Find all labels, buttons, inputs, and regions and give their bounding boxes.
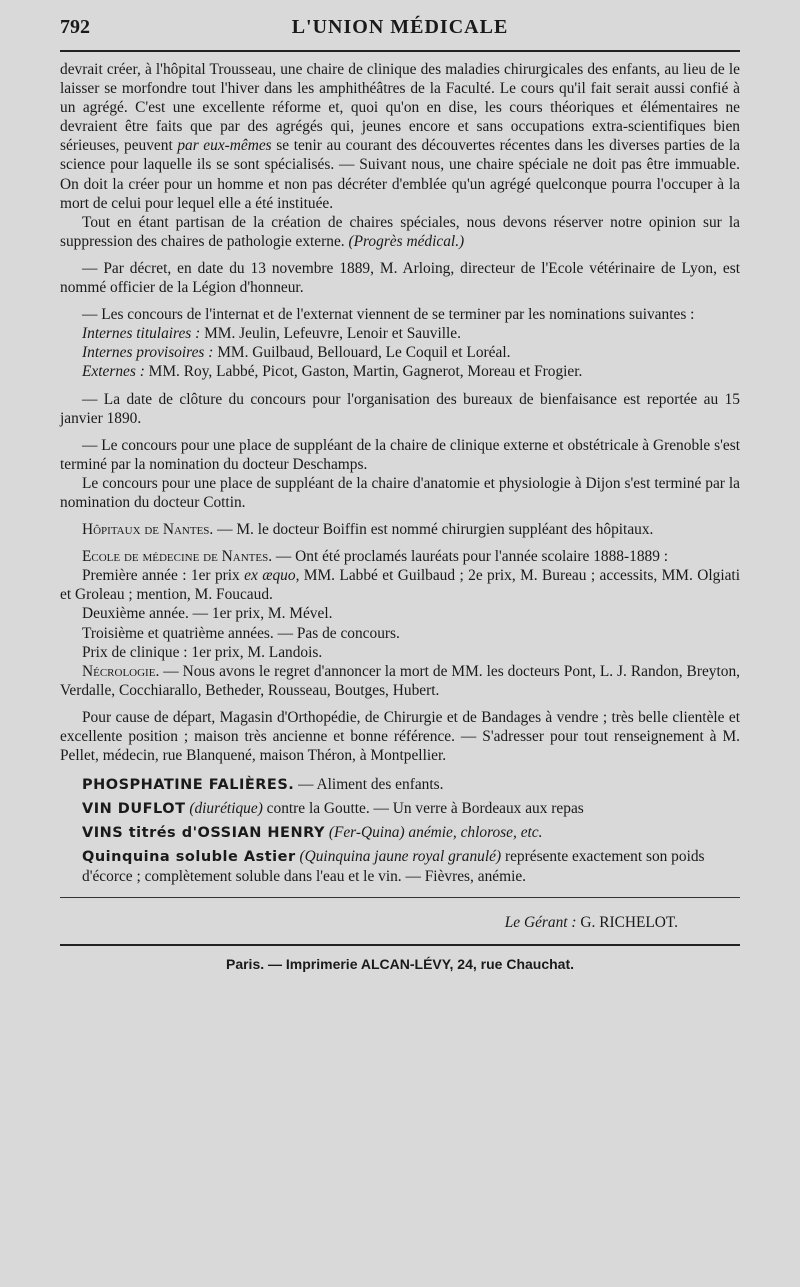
ad-quinquina: Quinquina soluble Astier (Quinquina jaune royal granulé) représente exactement son poids d'écorce ; complètement soluble dans l'eau et le vin. — Fièvres, anémie. xyxy=(82,848,705,886)
paragraph-arloing: — Par décret, en date du 13 novembre 1889, M. Arloing, directeur de l'Ecole vétérinaire de Lyon, est nommé officier de la Légion d'honneur. xyxy=(60,259,740,297)
list-item: Internes provisoires : MM. Guilbaud, Bellouard, Le Coquil et Loréal. xyxy=(82,344,511,362)
imprint-rule xyxy=(60,944,740,946)
paragraph-concours: — Les concours de l'internat et de l'externat viennent de se terminer par les nominations suivantes : xyxy=(82,306,695,324)
ad-vin-duflot: VIN DUFLOT (diurétique) contre la Goutte. — Un verre à Bordeaux aux repas xyxy=(82,800,584,818)
page-number: 792 xyxy=(60,16,90,38)
ad-vins-ossian: VINS titrés d'OSSIAN HENRY (Fer-Quina) anémie, chlorose, etc. xyxy=(82,824,543,842)
source-citation: (Progrès médical.) xyxy=(348,232,465,250)
footer-rule xyxy=(60,897,740,898)
running-title: L'UNION MÉDICALE xyxy=(291,16,509,38)
ad-phosphatine: PHOSPHATINE FALIÈRES. — Aliment des enfants. xyxy=(82,776,444,794)
paragraph-deuxieme-annee: Deuxième année. — 1er prix, M. Mével. xyxy=(82,605,333,623)
paragraph-bienfaisance: — La date de clôture du concours pour l'organisation des bureaux de bienfaisance est reportée au 15 janvier 1890. xyxy=(60,390,740,427)
paragraph-trousseau: devrait créer, à l'hôpital Trousseau, une chaire de clinique des maladies chirurgicales des enfants, au lieu de le laisser se morfondre tout l'hiver dans les amphithéâtres de la Faculté. Le cours qu'il fait serait aussi confié à un agrégé. C'est une excellente réforme et, quoi qu'on en dise, les cours théoriques et élémentaires ne devraient être faits que par des agrégés qui, jeunes encore et sans occupations extra-scientifiques bien sérieuses, peuvent par eux-mêmes se tenir au courant des découvertes récentes dans les diverses parties de la science pour laquelle ils se sont spécialisés. — Suivant nous, une chaire spéciale ne doit pas être immuable. On doit la créer pour un homme et non pas décréter d'emblée qu'un agrégé quelconque pourra l'occuper à la mort de celui pour lequel elle a été instituée. xyxy=(60,61,740,212)
page-header xyxy=(60,14,740,48)
imprint: Paris. — Imprimerie ALCAN-LÉVY, 24, rue Chauchat. xyxy=(225,956,575,973)
signature: Le Gérant : G. RICHELOT. xyxy=(504,914,678,932)
paragraph-necrologie: Nécrologie. — Nous avons le regret d'annoncer la mort de MM. les docteurs Pont, L. J. Randon, Breyton, Verdalle, Cocchiarallo, Betheder, Rousseau, Boutges, Hubert. xyxy=(60,662,740,699)
paragraph-troisieme-annee: Troisième et quatrième années. — Pas de concours. xyxy=(82,624,400,642)
paragraph-dijon: Le concours pour une place de suppléant de la chaire d'anatomie et physiologie à Dijon s'est terminé par la nomination du docteur Cottin. xyxy=(60,474,740,511)
paragraph-ecole-nantes: Ecole de médecine de Nantes. — Ont été proclamés lauréats pour l'année scolaire 1888-1889 : xyxy=(82,548,669,566)
nominations-list xyxy=(60,324,740,381)
list-item: Internes titulaires : MM. Jeulin, Lefeuvre, Lenoir et Sauville. xyxy=(82,325,461,343)
paragraph-grenoble: — Le concours pour une place de suppléant de la chaire de clinique externe et obstétricale à Grenoble s'est terminé par la nomination du docteur Deschamps. xyxy=(60,436,740,473)
list-item: Externes : MM. Roy, Labbé, Picot, Gaston, Martin, Gagnerot, Moreau et Frogier. xyxy=(82,363,583,381)
paragraph-premiere-annee: Première année : 1er prix ex æquo, MM. Labbé et Guilbaud ; 2e prix, M. Bureau ; accessits, MM. Olgiati et Groleau ; mention, M. Foucaud. xyxy=(60,567,740,604)
paragraph-hopitaux-nantes: Hôpitaux de Nantes. — M. le docteur Boiffin est nommé chirurgien suppléant des hôpitaux. xyxy=(82,521,654,539)
paragraph-prix-clinique: Prix de clinique : 1er prix, M. Landois. xyxy=(82,643,323,661)
paragraph-annonce: Pour cause de départ, Magasin d'Orthopédie, de Chirurgie et de Bandages à vendre ; très belle clientèle et excellente position ; maison très ancienne et bonne référence. — S'adresser pour tout renseignement à M. Pellet, médecin, rue Blanquené, maison Théron, à Montpellier. xyxy=(60,708,740,765)
paragraph-chaires: Tout en étant partisan de la création de chaires spéciales, nous devons réserver notre opinion sur la suppression des chaires de pathologie externe. (Progrès médical.) xyxy=(60,213,740,250)
header-rule xyxy=(60,50,740,52)
